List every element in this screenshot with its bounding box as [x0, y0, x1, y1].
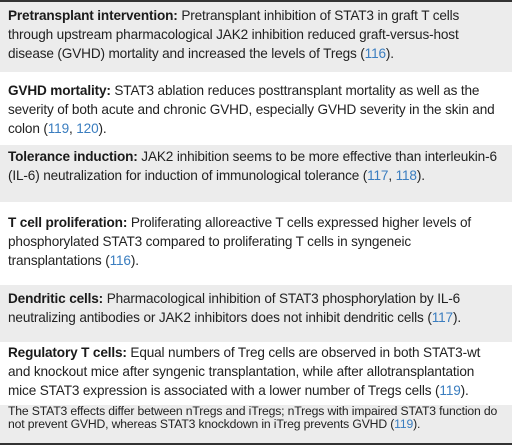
reference-link[interactable]: 119 [439, 383, 461, 399]
row-text-tail: ). [385, 46, 394, 62]
row-paragraph [8, 147, 504, 185]
reference-separator: , [69, 121, 77, 137]
table-bottom-rule [0, 443, 512, 445]
row-text: Proliferating alloreactive T cells expressed higher levels of phosphorylated STAT3 compared to proliferating T cells in syngeneic transplantations ( [8, 215, 472, 269]
row-text: Pharmacological inhibition of STAT3 phosphorylation by IL-6 neutralizing antibodies or JAK2 inhibitors does not inhibit dendritic cells ( [8, 291, 461, 326]
table-row-pretransplant-intervention [0, 2, 512, 72]
row-label: Dendritic cells: [8, 291, 104, 306]
row-label: Regulatory T cells: [8, 345, 127, 360]
table-row-dendritic-cells [0, 285, 512, 342]
table-row-treg-subsets [0, 405, 512, 443]
row-paragraph [8, 6, 504, 64]
row-text: Pretransplant inhibition of STAT3 in graft T cells through upstream pharmacological JAK2 inhibition reduced graft-versus-host disease (GVHD) mortality and increased the levels of Tregs ( [8, 8, 460, 62]
row-text: The STAT3 effects differ between nTregs and iTregs; nTregs with impaired STAT3 function do not prevent GVHD, whereas STAT3 knockdown in iTreg prevents GVHD ( [8, 404, 498, 432]
table-row-tolerance-induction [0, 145, 512, 202]
row-label: Tolerance induction: [8, 149, 138, 164]
row-paragraph [8, 213, 504, 271]
reference-link[interactable]: 120 [76, 121, 99, 137]
table-row-gvhd-mortality [0, 72, 512, 145]
row-label: GVHD mortality: [8, 83, 111, 98]
row-label: T cell proliferation: [8, 215, 128, 230]
reference-link[interactable]: 118 [395, 168, 417, 184]
reference-link[interactable]: 116 [109, 253, 131, 269]
table-row-t-cell-proliferation [0, 202, 512, 285]
row-text: JAK2 inhibition seems to be more effective than interleukin-6 (IL-6) neutralization for induction of immunological tolerance ( [8, 149, 497, 184]
reference-separator: , [388, 168, 396, 184]
reference-link[interactable]: 116 [364, 46, 386, 62]
table-row-regulatory-t-cells [0, 342, 512, 405]
reference-link[interactable]: 117 [431, 310, 453, 326]
row-text: STAT3 ablation reduces posttransplant mortality as well as the severity of both acute and chronic GVHD, especially GVHD severity in the skin and colon ( [8, 83, 495, 137]
row-text-tail: ). [98, 121, 107, 137]
reference-link[interactable]: 117 [367, 168, 389, 184]
reference-link[interactable]: 119 [394, 417, 414, 432]
row-paragraph [8, 405, 504, 432]
row-text: Equal numbers of Treg cells are observed in both STAT3-wt and knockout mice after syngenic transplantation, while after allotransplantation mice STAT3 expression is associated with a lower number of Tregs cells ( [8, 345, 481, 399]
row-text-tail: ). [460, 383, 469, 399]
row-text-tail: ). [416, 168, 425, 184]
row-paragraph [8, 289, 504, 327]
row-text-tail: ). [413, 417, 421, 432]
row-label: Pretransplant intervention: [8, 8, 178, 23]
row-paragraph [8, 81, 504, 139]
reference-link[interactable]: 119 [47, 121, 69, 137]
row-paragraph [8, 343, 504, 401]
row-text-tail: ). [130, 253, 139, 269]
row-text-tail: ). [452, 310, 461, 326]
